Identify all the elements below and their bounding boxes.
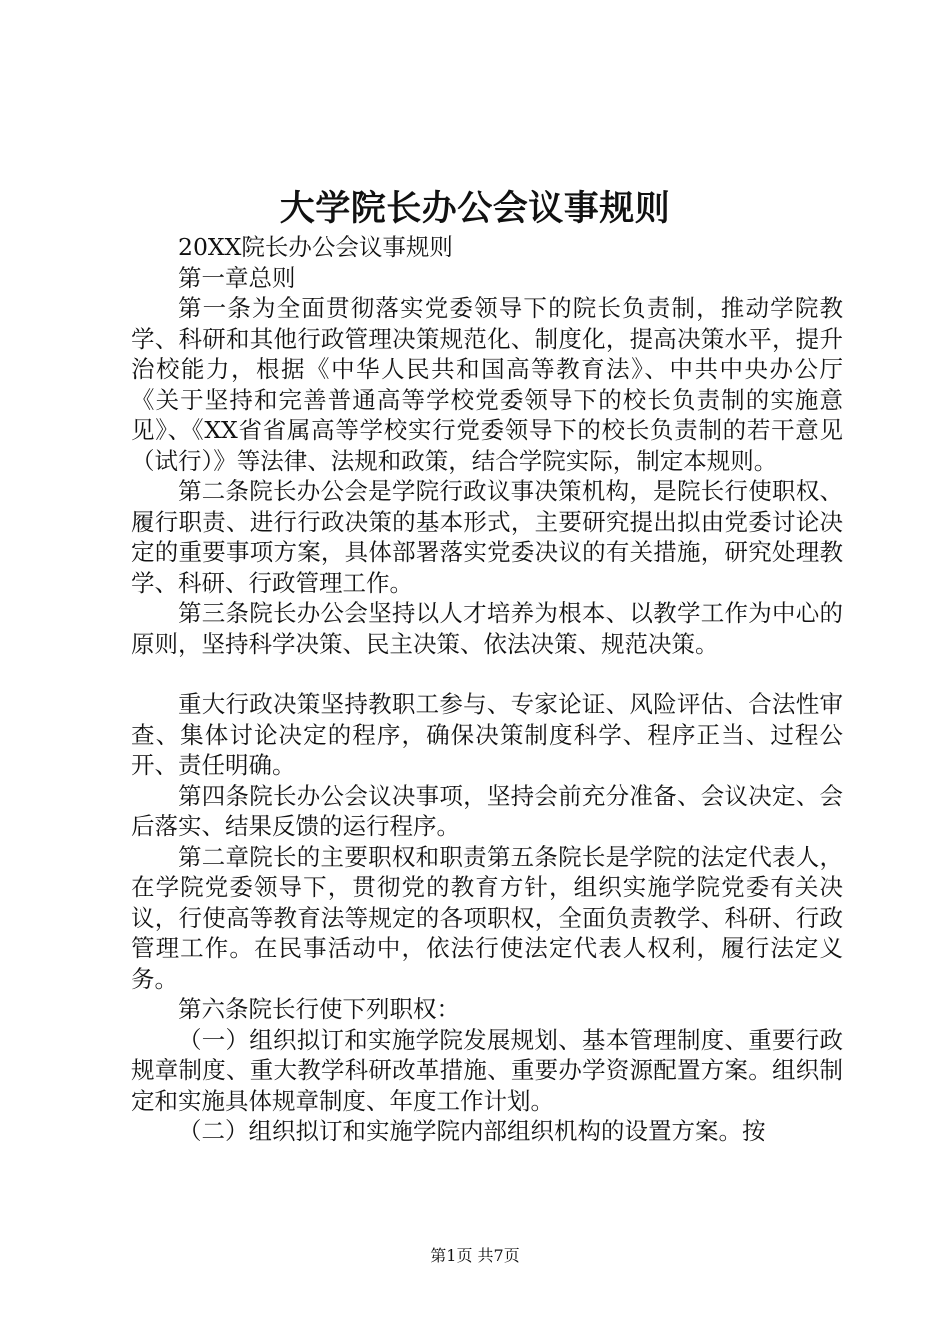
paragraph-article-3: 第三条院长办公会坚持以人才培养为根本、以教学工作为中心的原则，坚持科学决策、民主决策、依法决策、规范决策。 bbox=[131, 599, 843, 658]
document-body bbox=[131, 232, 843, 1147]
page-footer bbox=[0, 1244, 950, 1268]
paragraph-major-decisions: 重大行政决策坚持教职工参与、专家论证、风险评估、合法性审查、集体讨论决定的程序，确保决策制度科学、程序正当、过程公开、责任明确。 bbox=[131, 690, 843, 779]
document-title: 大学院长办公会议事规则 bbox=[279, 188, 671, 229]
paragraph-chapter-1: 第一章总则 bbox=[178, 263, 296, 292]
paragraph-article-6: 第六条院长行使下列职权： bbox=[178, 995, 460, 1023]
paragraph-article-1: 第一条为全面贯彻落实党委领导下的院长负责制，推动学院教学、科研和其他行政管理决策规范化、制度化，提高决策水平，提升治校能力，根据《中华人民共和国高等教育法》、中共中央办公厅《关于坚持和完善普通高等学校党委领导下的校长负责制的实施意见》、《XX省省属高等学校实行党委领导下的校长负责制的若干意见（试行）》等法律、法规和政策，结合学院实际，制定本规则。 bbox=[131, 294, 843, 475]
paragraph-heading-year: 20XX院长办公会议事规则 bbox=[178, 233, 453, 261]
page-number: 第1页 共7页 bbox=[430, 1246, 520, 1265]
paragraph-item-2: （二）组织拟订和实施学院内部组织机构的设置方案。按 bbox=[178, 1117, 766, 1145]
paragraph-item-1: （一）组织拟订和实施学院发展规划、基本管理制度、重要行政规章制度、重大教学科研改革措施、重要办学资源配置方案。组织制定和实施具体规章制度、年度工作计划。 bbox=[131, 1025, 843, 1115]
paragraph-article-2: 第二条院长办公会是学院行政议事决策机构，是院长行使职权、履行职责、进行行政决策的基本形式，主要研究提出拟由党委讨论决定的重要事项方案，具体部署落实党委决议的有关措施，研究处理教学、科研、行政管理工作。 bbox=[131, 477, 843, 597]
paragraph-chapter-2: 第二章院长的主要职权和职责第五条院长是学院的法定代表人，在学院党委领导下，贯彻党的教育方针，组织实施学院党委有关决议，行使高等教育法等规定的各项职权，全面负责教学、科研、行政管理工作。在民事活动中，依法行使法定代表人权利，履行法定义务。 bbox=[131, 842, 843, 993]
paragraph-article-4: 第四条院长办公会议决事项，坚持会前充分准备、会议决定、会后落实、结果反馈的运行程序。 bbox=[131, 781, 843, 840]
